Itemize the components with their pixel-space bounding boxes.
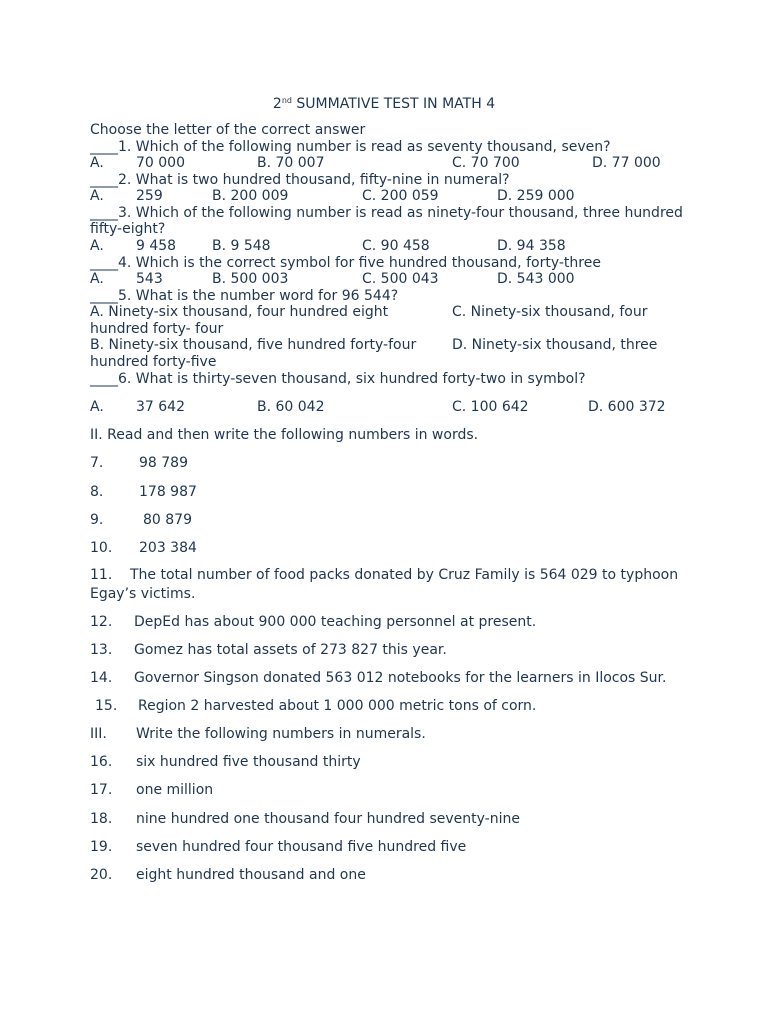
q3-option-a: 9 458: [136, 238, 177, 254]
q1-option-a: 70 000: [136, 155, 185, 171]
title-ordinal: nd: [281, 96, 292, 105]
q6-option-a-letter: A.: [90, 399, 104, 415]
part-3-heading: Write the following numbers in numerals.: [136, 726, 426, 742]
item-11-number: 11.: [90, 567, 113, 583]
item-9-value: 80 879: [143, 512, 192, 528]
item-14-text: Governor Singson donated 563 012 notebooks for the learners in Ilocos Sur.: [134, 670, 667, 686]
item-15-number: 15.: [95, 698, 118, 714]
q6-option-a: 37 642: [136, 399, 185, 415]
q3-option-d: D. 94 358: [497, 238, 566, 254]
q4-option-a: 543: [136, 271, 163, 287]
q4-option-a-letter: A.: [90, 271, 104, 287]
item-13-number: 13.: [90, 642, 113, 658]
instructions: Choose the letter of the correct answer: [90, 122, 366, 138]
q5-option-d-line-1: D. Ninety-six thousand, three: [452, 337, 658, 353]
q1-option-a-letter: A.: [90, 155, 104, 171]
item-20-number: 20.: [90, 867, 113, 883]
title-number: 2: [272, 96, 282, 112]
q1-option-d: D. 77 000: [592, 155, 661, 171]
question-1: ____1. Which of the following number is read as seventy thousand, seven?: [90, 139, 611, 155]
q3-option-c: C. 90 458: [362, 238, 430, 254]
item-11-line-1: The total number of food packs donated by Cruz Family is 564 029 to typhoon: [130, 567, 679, 583]
q4-option-b: B. 500 003: [212, 271, 289, 287]
item-15-text: Region 2 harvested about 1 000 000 metric tons of corn.: [138, 698, 537, 714]
q5-option-c-line-1: C. Ninety-six thousand, four: [452, 304, 648, 320]
q1-option-c: C. 70 700: [452, 155, 520, 171]
item-18-number: 18.: [90, 811, 113, 827]
item-16-text: six hundred five thousand thirty: [136, 754, 361, 770]
item-14-number: 14.: [90, 670, 113, 686]
item-16-number: 16.: [90, 754, 113, 770]
question-4: ____4. Which is the correct symbol for five hundred thousand, forty-three: [90, 255, 601, 271]
item-10-number: 10.: [90, 540, 113, 556]
item-20-text: eight hundred thousand and one: [136, 867, 366, 883]
q2-option-d: D. 259 000: [497, 188, 575, 204]
q2-option-a-letter: A.: [90, 188, 104, 204]
item-19-number: 19.: [90, 839, 113, 855]
item-19-text: seven hundred four thousand five hundred five: [136, 839, 467, 855]
item-8-value: 178 987: [139, 484, 197, 500]
q5-option-a: A. Ninety-six thousand, four hundred eight: [90, 304, 389, 320]
q5-option-c-line-2: hundred forty- four: [90, 321, 224, 337]
q6-option-d: D. 600 372: [588, 399, 666, 415]
item-12-text: DepEd has about 900 000 teaching personnel at present.: [134, 614, 537, 630]
q2-option-a: 259: [136, 188, 163, 204]
item-8-number: 8.: [90, 484, 104, 500]
q2-option-c: C. 200 059: [362, 188, 439, 204]
part-3-number: III.: [90, 726, 107, 742]
item-17-text: one million: [136, 782, 214, 798]
part-2-heading: II. Read and then write the following numbers in words.: [90, 427, 479, 443]
item-9-number: 9.: [90, 512, 104, 528]
item-11-line-2: Egay’s victims.: [90, 586, 196, 602]
q3-option-b: B. 9 548: [212, 238, 271, 254]
q5-option-d-line-2: hundred forty-five: [90, 354, 217, 370]
item-17-number: 17.: [90, 782, 113, 798]
q1-option-b: B. 70 007: [257, 155, 325, 171]
item-13-text: Gomez has total assets of 273 827 this year.: [134, 642, 447, 658]
question-3-line-2: fifty-eight?: [90, 221, 166, 237]
item-7-number: 7.: [90, 455, 104, 471]
item-12-number: 12.: [90, 614, 113, 630]
question-6: ____6. What is thirty-seven thousand, six hundred forty-two in symbol?: [90, 371, 586, 387]
page-title: [0, 93, 768, 112]
q4-option-c: C. 500 043: [362, 271, 439, 287]
question-2: ____2. What is two hundred thousand, fifty-nine in numeral?: [90, 172, 510, 188]
title-text: SUMMATIVE TEST IN MATH 4: [291, 96, 496, 112]
question-3-line-1: ____3. Which of the following number is read as ninety-four thousand, three hundred: [90, 205, 683, 221]
q5-option-b: B. Ninety-six thousand, five hundred forty-four: [90, 337, 417, 353]
q4-option-d: D. 543 000: [497, 271, 575, 287]
item-7-value: 98 789: [139, 455, 188, 471]
item-10-value: 203 384: [139, 540, 197, 556]
item-18-text: nine hundred one thousand four hundred seventy-nine: [136, 811, 520, 827]
question-5: ____5. What is the number word for 96 544?: [90, 288, 399, 304]
q6-option-c: C. 100 642: [452, 399, 529, 415]
q6-option-b: B. 60 042: [257, 399, 325, 415]
q3-option-a-letter: A.: [90, 238, 104, 254]
q2-option-b: B. 200 009: [212, 188, 289, 204]
